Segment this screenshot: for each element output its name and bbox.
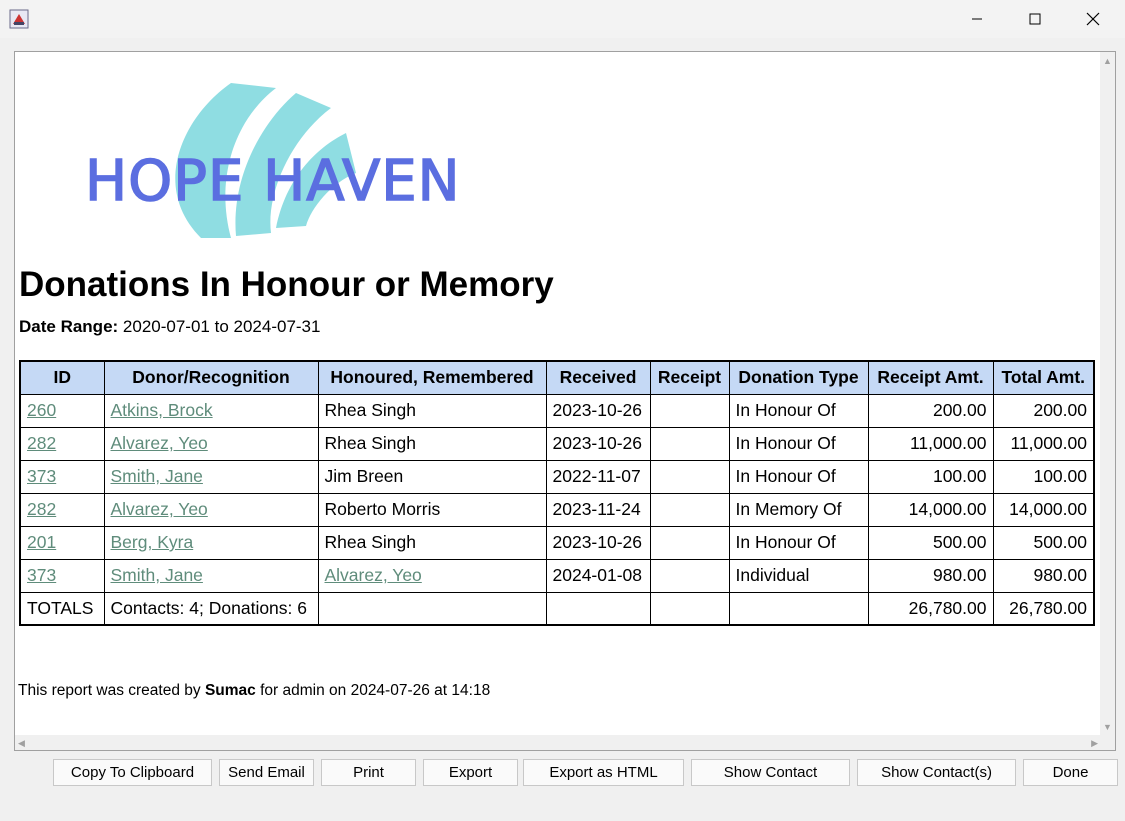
close-button[interactable]: [1064, 0, 1122, 38]
footer-app-name: Sumac: [204, 682, 256, 699]
table-row: [20, 493, 1094, 526]
empty-cell: [546, 592, 650, 625]
scroll-right-icon[interactable]: ▶: [1091, 738, 1098, 748]
donation-type-cell: In Honour Of: [729, 394, 868, 427]
date-range: [19, 317, 320, 337]
totals-receipt-amt: 26,780.00: [868, 592, 993, 625]
hope-haven-logo: [81, 78, 481, 238]
donor-link[interactable]: Alvarez, Yeo: [110, 499, 208, 519]
donations-table: [19, 360, 1095, 626]
done-button[interactable]: Done: [1023, 759, 1118, 786]
receipt-cell: [650, 559, 729, 592]
total-amt-cell: 100.00: [993, 460, 1094, 493]
table-row: [20, 559, 1094, 592]
column-header: Receipt Amt.: [868, 361, 993, 394]
receipt-amt-cell: 11,000.00: [868, 427, 993, 460]
column-header: Receipt: [650, 361, 729, 394]
totals-total-amt: 26,780.00: [993, 592, 1094, 625]
receipt-amt-cell: 14,000.00: [868, 493, 993, 526]
receipt-cell: [650, 526, 729, 559]
report-viewer[interactable]: [14, 51, 1116, 751]
send-email-button[interactable]: Send Email: [219, 759, 314, 786]
total-amt-cell: 980.00: [993, 559, 1094, 592]
received-cell: 2023-11-24: [546, 493, 650, 526]
donor-link[interactable]: Berg, Kyra: [110, 532, 194, 552]
receipt-amt-cell: 100.00: [868, 460, 993, 493]
totals-summary: Contacts: 4; Donations: 6: [104, 592, 318, 625]
totals-row: [20, 592, 1094, 625]
close-icon: [1086, 12, 1100, 26]
empty-cell: [729, 592, 868, 625]
table-header-row: [20, 361, 1094, 394]
receipt-cell: [650, 493, 729, 526]
receipt-amt-cell: 980.00: [868, 559, 993, 592]
donation-id-link[interactable]: 373: [27, 565, 57, 585]
totals-label: TOTALS: [20, 592, 104, 625]
received-cell: 2023-10-26: [546, 394, 650, 427]
minimize-button[interactable]: [948, 0, 1006, 38]
donor-link[interactable]: Smith, Jane: [110, 565, 203, 585]
donation-id-link[interactable]: 282: [27, 433, 57, 453]
honoured-cell: Roberto Morris: [318, 493, 546, 526]
scroll-corner: [1100, 735, 1115, 750]
honoured-cell: Jim Breen: [318, 460, 546, 493]
column-header: Donation Type: [729, 361, 868, 394]
report-footer: [18, 682, 490, 700]
show-contacts-button[interactable]: Show Contact(s): [857, 759, 1016, 786]
donation-type-cell: In Memory Of: [729, 493, 868, 526]
donation-id-link[interactable]: 373: [27, 466, 57, 486]
column-header: Donor/Recognition: [104, 361, 318, 394]
scroll-left-icon[interactable]: ◀: [18, 738, 25, 748]
receipt-amt-cell: 200.00: [868, 394, 993, 427]
total-amt-cell: 200.00: [993, 394, 1094, 427]
honoured-cell: Rhea Singh: [318, 526, 546, 559]
export-button[interactable]: Export: [423, 759, 518, 786]
logo-text: HOPE HAVEN: [85, 149, 461, 214]
horizontal-scrollbar[interactable]: [15, 735, 1101, 750]
scroll-up-icon[interactable]: ▲: [1103, 56, 1112, 66]
total-amt-cell: 500.00: [993, 526, 1094, 559]
honoured-cell: Rhea Singh: [318, 394, 546, 427]
column-header: Received: [546, 361, 650, 394]
donor-link[interactable]: Smith, Jane: [110, 466, 203, 486]
honoured-cell: Rhea Singh: [318, 427, 546, 460]
date-range-value: 2020-07-01 to 2024-07-31: [122, 317, 321, 336]
report-content: [15, 52, 1101, 736]
vertical-scrollbar[interactable]: [1100, 52, 1115, 736]
donation-id-link[interactable]: 282: [27, 499, 57, 519]
title-bar: [0, 0, 1125, 38]
copy-to-clipboard-button[interactable]: Copy To Clipboard: [53, 759, 212, 786]
donor-link[interactable]: Atkins, Brock: [110, 400, 213, 420]
table-row: [20, 526, 1094, 559]
footer-prefix: This report was created by: [18, 682, 201, 699]
donation-type-cell: Individual: [729, 559, 868, 592]
receipt-amt-cell: 500.00: [868, 526, 993, 559]
empty-cell: [318, 592, 546, 625]
show-contact-button[interactable]: Show Contact: [691, 759, 850, 786]
receipt-cell: [650, 460, 729, 493]
column-header: ID: [20, 361, 104, 394]
print-button[interactable]: Print: [321, 759, 416, 786]
maximize-button[interactable]: [1006, 0, 1064, 38]
empty-cell: [650, 592, 729, 625]
donation-type-cell: In Honour Of: [729, 526, 868, 559]
table-row: [20, 394, 1094, 427]
date-range-label: Date Range:: [19, 317, 119, 336]
column-header: Honoured, Remembered: [318, 361, 546, 394]
donation-type-cell: In Honour Of: [729, 460, 868, 493]
table-row: [20, 460, 1094, 493]
java-app-icon: [9, 9, 29, 29]
received-cell: 2023-10-26: [546, 526, 650, 559]
maximize-icon: [1029, 13, 1041, 25]
donation-type-cell: In Honour Of: [729, 427, 868, 460]
report-title: Donations In Honour or Memory: [19, 265, 554, 304]
receipt-cell: [650, 394, 729, 427]
honoured-link[interactable]: Alvarez, Yeo: [324, 565, 422, 585]
donation-id-link[interactable]: 260: [27, 400, 57, 420]
donor-link[interactable]: Alvarez, Yeo: [110, 433, 208, 453]
total-amt-cell: 11,000.00: [993, 427, 1094, 460]
footer-suffix: for admin on 2024-07-26 at 14:18: [260, 682, 491, 699]
total-amt-cell: 14,000.00: [993, 493, 1094, 526]
column-header: Total Amt.: [993, 361, 1094, 394]
receipt-cell: [650, 427, 729, 460]
export-html-button[interactable]: Export as HTML: [523, 759, 684, 786]
received-cell: 2023-10-26: [546, 427, 650, 460]
scroll-down-icon[interactable]: ▼: [1103, 722, 1112, 732]
table-row: [20, 427, 1094, 460]
received-cell: 2022-11-07: [546, 460, 650, 493]
received-cell: 2024-01-08: [546, 559, 650, 592]
minimize-icon: [971, 13, 983, 25]
donation-id-link[interactable]: 201: [27, 532, 57, 552]
